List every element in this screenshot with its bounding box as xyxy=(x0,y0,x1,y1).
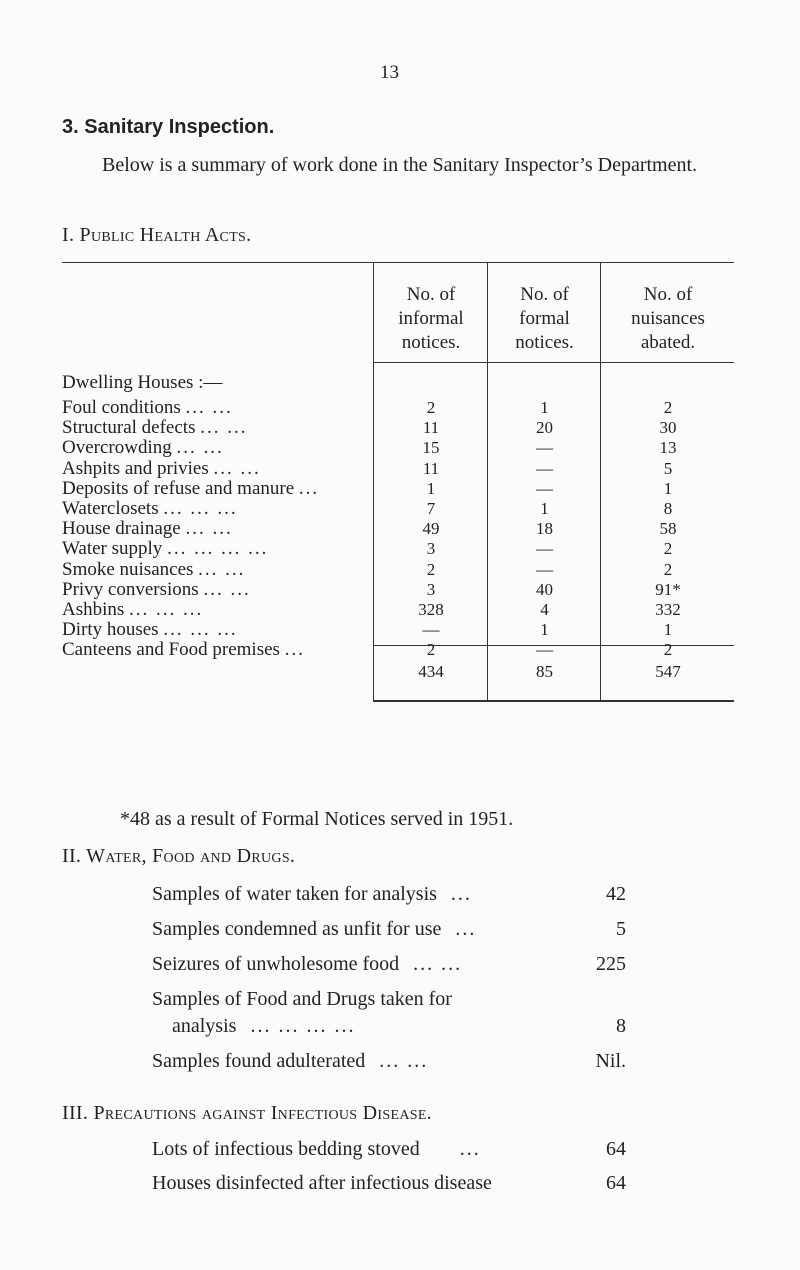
page-number: 13 xyxy=(380,62,399,83)
row-label: Water supply ... ... ... ... xyxy=(62,538,269,559)
row-label: Structural defects ... ... xyxy=(62,417,248,438)
list-item: Samples found adulterated ... ... xyxy=(152,1050,429,1072)
row-label: Ashbins ... ... ... xyxy=(62,599,204,620)
list-value: Nil. xyxy=(595,1050,626,1072)
table-cell: — xyxy=(422,620,440,639)
table-cell: 11 xyxy=(422,418,440,437)
list-item: Samples condemned as unfit for use ... xyxy=(152,918,477,940)
section-title: 3. Sanitary Inspection. xyxy=(62,116,275,138)
table-cell: 13 xyxy=(659,438,677,457)
list-value: 64 xyxy=(606,1172,626,1194)
table-cell: 4 xyxy=(540,600,549,619)
table-cell: 1 xyxy=(663,479,673,498)
table-cell: 328 xyxy=(418,600,444,619)
table-cell: 3 xyxy=(426,539,436,558)
table-cell: 1 xyxy=(540,620,549,639)
row-label: Deposits of refuse and manure ... xyxy=(62,478,320,499)
row-label: Waterclosets ... ... ... xyxy=(62,498,238,519)
list-value: 5 xyxy=(616,918,626,940)
part3-heading: III. Precautions against Infectious Disease. xyxy=(62,1102,432,1124)
table-cell: 30 xyxy=(659,418,677,437)
list-item: Seizures of unwholesome food ... ... xyxy=(152,953,463,975)
list-item: Samples of water taken for analysis ... xyxy=(152,883,472,905)
table-cell: 40 xyxy=(536,580,553,599)
row-label: Overcrowding ... ... xyxy=(62,437,224,458)
row-label: Foul conditions ... ... xyxy=(62,397,233,418)
group-label: Dwelling Houses :— xyxy=(62,372,223,393)
table-cell: 2 xyxy=(663,640,673,659)
table-cell: 18 xyxy=(536,519,553,538)
table-cell: — xyxy=(536,438,553,457)
table-cell: — xyxy=(536,539,553,558)
row-label: Dirty houses ... ... ... xyxy=(62,619,238,640)
table-cell: 15 xyxy=(422,438,440,457)
table-cell: 2 xyxy=(663,539,673,558)
list-item: analysis ... ... ... ... xyxy=(172,1015,356,1037)
row-label: House drainage ... ... xyxy=(62,518,233,539)
col-head-informal: No. of informal notices. xyxy=(398,284,464,353)
table-cell: 20 xyxy=(536,418,553,437)
header-bottom-rule xyxy=(373,362,734,363)
part2-heading: II. Water, Food and Drugs. xyxy=(62,845,296,867)
table-cell: 1 xyxy=(663,620,673,639)
col-head-formal: No. of formal notices. xyxy=(515,284,574,353)
list-value: 42 xyxy=(606,883,626,905)
list-item: Samples of Food and Drugs taken for xyxy=(152,988,452,1010)
part1-heading: I. Public Health Acts. xyxy=(62,224,252,246)
table-cell: 332 xyxy=(655,600,681,619)
table-cell: 8 xyxy=(663,499,673,518)
table-cell: — xyxy=(536,479,553,498)
list-item: Lots of infectious bedding stoved ... xyxy=(152,1138,481,1160)
total-formal: 85 xyxy=(536,662,553,681)
row-label: Ashpits and privies ... ... xyxy=(62,458,261,479)
table-cell: 1 xyxy=(540,398,549,417)
table-cell: 2 xyxy=(426,398,436,417)
intro-paragraph: Below is a summary of work done in the Sanitary Inspector’s Department. xyxy=(102,154,698,176)
table-cell: 2 xyxy=(426,560,436,579)
totals-bottom-rule xyxy=(373,700,734,702)
table-cell: 11 xyxy=(422,459,440,478)
row-label: Smoke nuisances ... ... xyxy=(62,559,246,580)
table-cell: 2 xyxy=(663,560,673,579)
table-cell: 58 xyxy=(659,519,677,538)
list-value: 225 xyxy=(596,953,626,975)
table-cell: 1 xyxy=(426,479,436,498)
col-divider-1 xyxy=(373,262,374,702)
col-divider-2 xyxy=(487,262,488,702)
col-head-abated: No. of nuisances abated. xyxy=(631,284,705,353)
row-label: Canteens and Food premises ... xyxy=(62,639,305,660)
table-cell: 5 xyxy=(663,459,673,478)
table-cell: 1 xyxy=(540,499,549,518)
table-cell: 7 xyxy=(426,499,436,518)
total-abated: 547 xyxy=(655,662,681,681)
table-cell: — xyxy=(536,560,553,579)
table-top-rule xyxy=(62,262,734,263)
list-value: 8 xyxy=(616,1015,626,1037)
col-divider-3 xyxy=(600,262,601,702)
row-label: Privy conversions ... ... xyxy=(62,579,251,600)
table-cell: 3 xyxy=(426,580,436,599)
table-cell: 2 xyxy=(663,398,673,417)
table-cell: — xyxy=(536,459,553,478)
table-cell: 49 xyxy=(422,519,440,538)
table-footnote: *48 as a result of Formal Notices served in 1951. xyxy=(120,808,514,830)
list-value: 64 xyxy=(606,1138,626,1160)
table-cell: — xyxy=(536,640,553,659)
table-cell: 2 xyxy=(426,640,436,659)
total-informal: 434 xyxy=(418,662,444,681)
list-item: Houses disinfected after infectious disease xyxy=(152,1172,492,1194)
table-cell: 91* xyxy=(655,580,681,599)
